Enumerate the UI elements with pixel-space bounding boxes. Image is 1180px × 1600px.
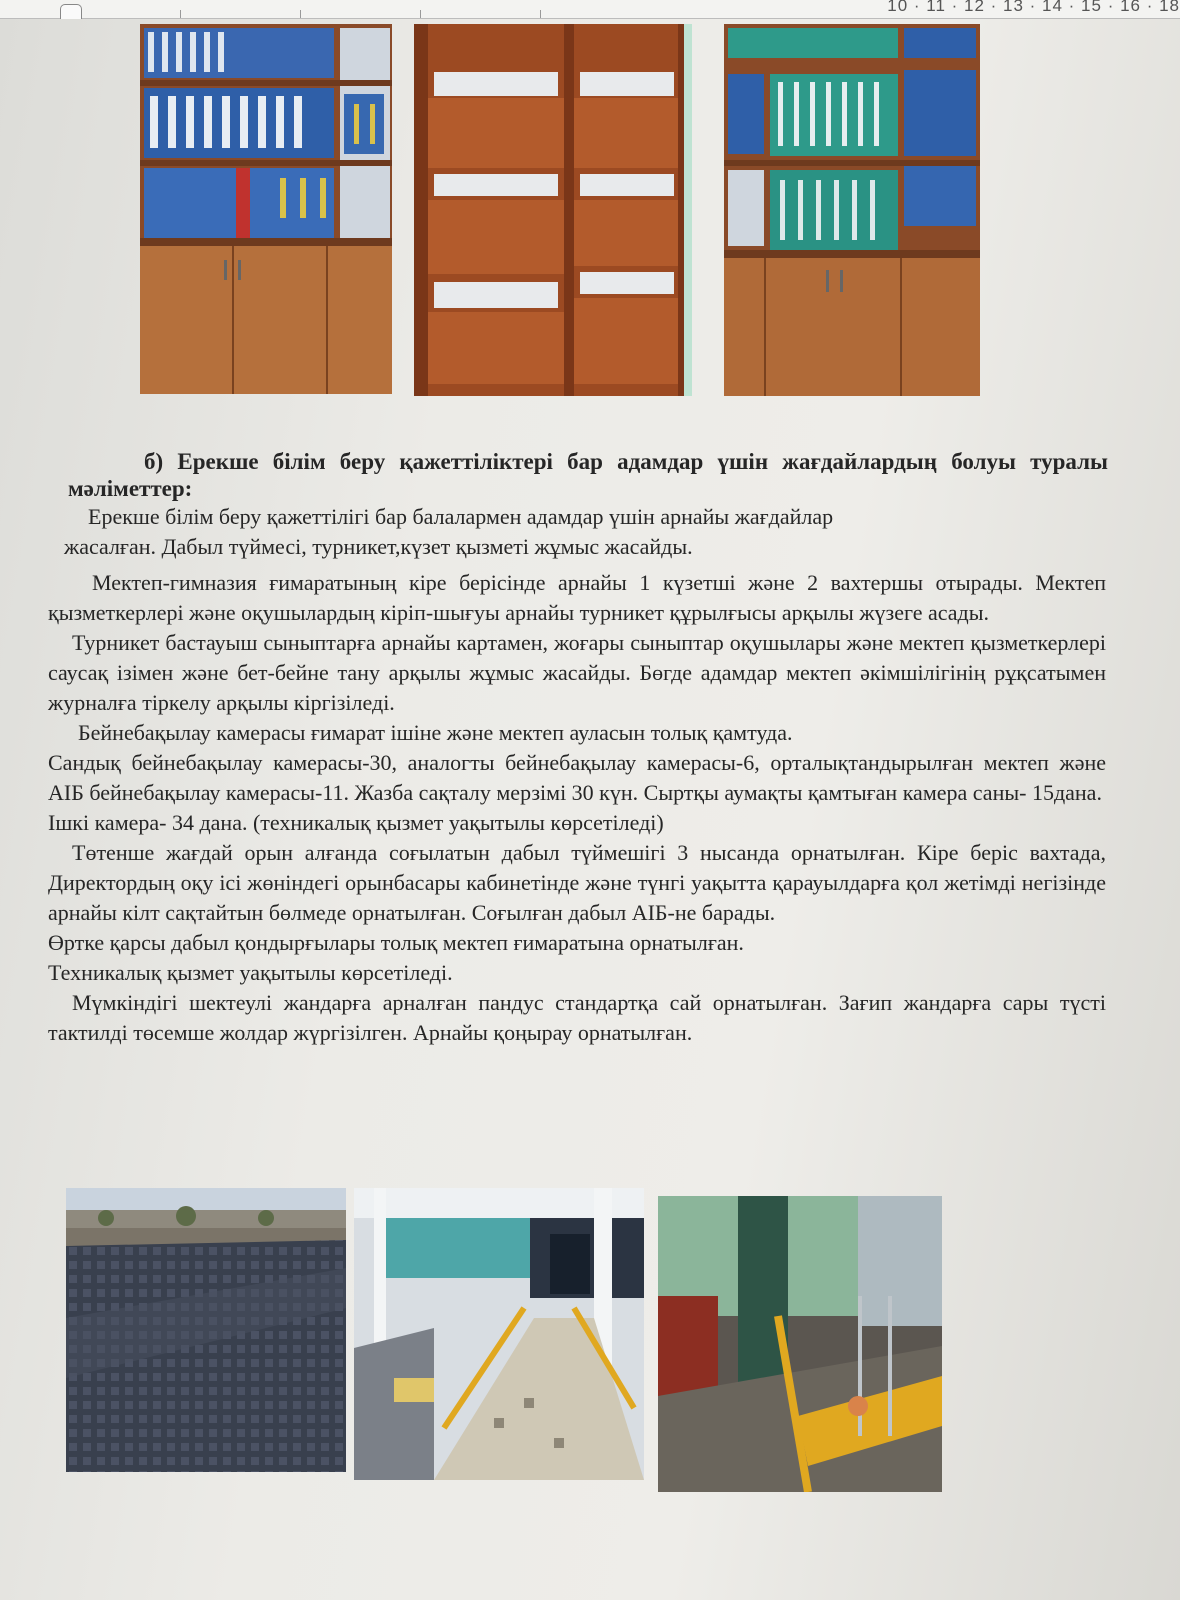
photo-schoolyard-paving [66,1188,346,1472]
ruler-tick [300,10,301,18]
paragraph: Төтенше жағдай орын алғанда соғылатын дабыл түймешігі 3 нысанда орнатылған. Кіре беріс вахтада, Директордың оқу ісі жөніндегі орынбасары кабинетінде және түнгі уақытта қарауылдарға қол жетімді негізінде арнайы кілт сақтайтын бөлмеде орнатылған. Соғылған дабыл АІБ-не барады. [48,840,1106,925]
ruler-numbers: 10 · 11 · 12 · 13 · 14 · 15 · 16 · 18 [887,0,1180,15]
paragraph: жасалған. Дабыл түймесі, турникет,күзет қызметі жұмыс жасайды. [64,534,693,559]
paragraph: Сандық бейнебақылау камерасы-30, аналогты бейнебақылау камерасы-6, орталықтандырылған мектеп және АІБ бейнебақылау камерасы-11. Жазба сақталу мерзімі 30 күн. Сыртқы аумақты қамтыған камера саны- 15дана. [48,750,1106,805]
paragraph: Турникет бастауыш сыныптарға арнайы картамен, жоғары сыныптар оқушылары және мектеп қызметкерлері саусақ ізімен және бет-бейне тану арқылы жұмыс жасайды. Бөгде адамдар мектеп әкімшілігінің рұқсатымен журналға тіркелу арқылы кіргізіледі. [48,630,1106,715]
paragraph: Техникалық қызмет уақытылы көрсетіледі. [48,960,453,985]
body-text [48,502,1106,1048]
paragraph: Өртке қарсы дабыл қондырғылары толық мектеп ғимаратына орнатылған. [48,930,744,955]
ruler-tick [540,10,541,18]
paragraph: Ішкі камера- 34 дана. (техникалық қызмет уақытылы көрсетіледі) [48,810,664,835]
paragraph: Мүмкіндігі шектеулі жандарға арналған пандус стандартқа сай орнатылған. Зағип жандарға сары түсті тактилді төсемше жолдар жүргізілген. Арнайы қоңырау орнатылған. [48,990,1106,1045]
paragraph: Мектеп-гимназия ғимаратының кіре берісінде арнайы 1 күзетші және 2 вахтершы отырады. Мектеп қызметкерлері және оқушылардың кіріп-шығуы арнайы турникет құрылғысы арқылы жүзеге асады. [48,570,1106,625]
paragraph: Ерекше білім беру қажеттілігі бар балалармен адамдар үшін арнайы жағдайлар [88,504,834,529]
indent-marker[interactable] [60,4,82,19]
ruler-tick [420,10,421,18]
paragraph: Бейнебақылау камерасы ғимарат ішіне және мектеп ауласын толық қамтуда. [78,720,793,745]
photo-cabinet-binders [140,24,392,394]
photo-tactile-paving-lobby [658,1196,942,1492]
section-heading: б) Ерекше білім беру қажеттіліктері бар адамдар үшін жағдайлардың болуы туралы мәліметтер: [68,449,1108,501]
ruler-tick [180,10,181,18]
document-ruler[interactable] [0,0,1180,19]
document-page[interactable] [0,18,1180,1600]
photo-cabinet-teal-binders [724,24,980,396]
photo-entrance-ramp [354,1188,644,1480]
photo-empty-shelves [414,24,692,396]
